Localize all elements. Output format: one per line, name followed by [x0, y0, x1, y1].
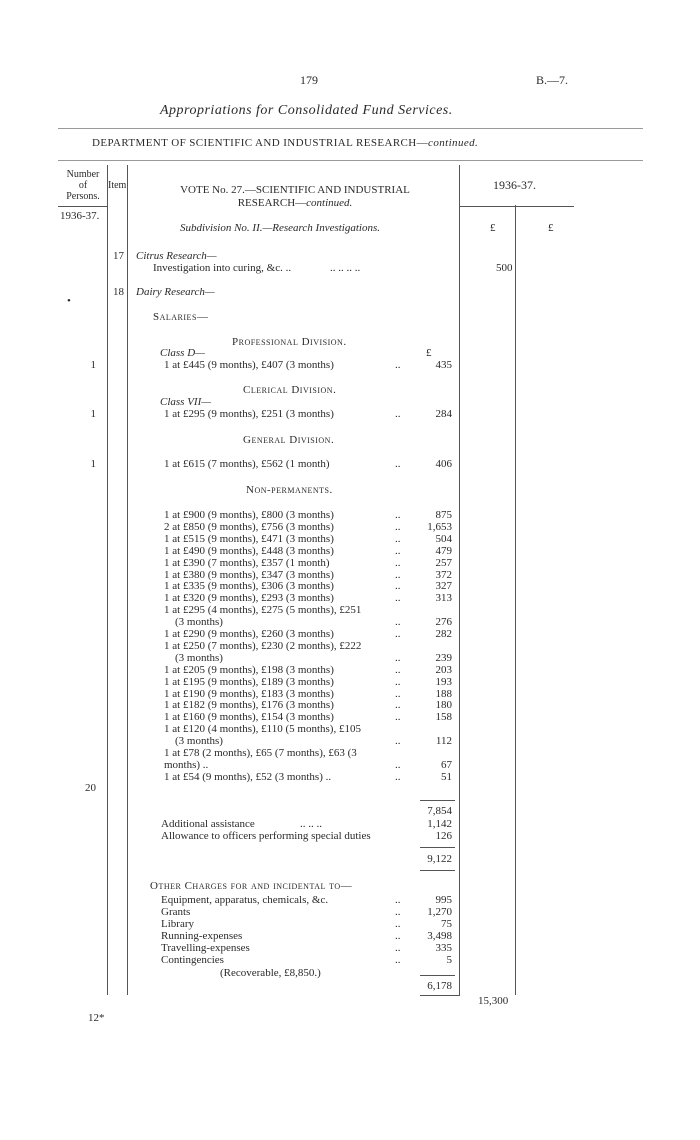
salary-amount: 327: [435, 580, 452, 593]
leader-dots: ..: [395, 544, 401, 557]
year-label: 1936-37.: [60, 210, 100, 222]
salary-line: 1 at £295 (4 months), £275 (5 months), £251: [164, 604, 362, 617]
pound-sign: £: [426, 347, 432, 359]
leader-dots: ..: [395, 532, 401, 545]
division-heading: Professional Division.: [232, 336, 347, 348]
item-title: Citrus Research—: [136, 250, 217, 262]
salary-amount: 372: [435, 568, 452, 581]
salary-amount: 282: [435, 628, 452, 640]
salary-amount: 875: [435, 509, 452, 521]
salary-amount: 1,653: [427, 520, 452, 533]
total-rule: [420, 975, 455, 976]
salary-amount: 112: [435, 735, 452, 748]
other-charges-total: 6,178: [427, 980, 452, 992]
charge-amount: 335: [435, 941, 452, 954]
salary-line: (3 months): [175, 651, 223, 664]
salary-line: 1 at £78 (2 months), £65 (7 months), £63 (3: [164, 747, 357, 759]
salary-amount: 51: [441, 770, 452, 783]
department-title: DEPARTMENT OF SCIENTIFIC AND INDUSTRIAL RESEARCH—continued.: [92, 137, 479, 149]
division-heading: General Division.: [243, 434, 335, 446]
salary-line: 1 at £250 (7 months), £230 (2 months), £222: [164, 639, 362, 652]
col-rule-year: [515, 205, 516, 995]
margin-mark: •: [67, 295, 71, 307]
salary-line: (3 months): [175, 616, 223, 629]
section-code: B.—7.: [536, 73, 569, 87]
salary-line: 1 at £160 (9 months), £154 (3 months): [164, 711, 334, 724]
salary-line: 1 at £490 (9 months), £448 (3 months): [164, 544, 334, 557]
footer-signature: 12*: [88, 1012, 105, 1024]
header-rule-2: [58, 160, 643, 161]
division-heading: Clerical Division.: [243, 384, 337, 396]
charge-amount: 995: [435, 894, 452, 906]
leader-dots: ..: [395, 770, 401, 783]
running-title: Appropriations for Consolidated Fund Services.: [160, 103, 453, 118]
salary-amount: 257: [435, 556, 452, 569]
charge-line: Grants: [161, 905, 191, 918]
charge-line: Library: [161, 917, 194, 930]
salary-amount: 193: [435, 675, 452, 688]
leader-dots: ..: [395, 894, 401, 906]
salary-amount: 180: [435, 699, 452, 712]
class-label: Class D—: [160, 347, 205, 359]
subdivision-title: Subdivision No. II.—Research Investigations.: [180, 222, 381, 234]
salary-line: 1 at £182 (9 months), £176 (3 months): [164, 699, 334, 712]
item-header: Item: [108, 180, 127, 191]
salary-line: 2 at £850 (9 months), £756 (3 months): [164, 520, 334, 533]
grand-total: 15,300: [478, 995, 509, 1007]
item-title: Dairy Research—: [136, 286, 215, 298]
charge-amount: 3,498: [427, 929, 452, 942]
charge-line: Equipment, apparatus, chemicals, &c.: [161, 894, 329, 906]
salary-line: 1 at £390 (7 months), £357 (1 month): [164, 556, 330, 569]
leader-dots: ..: [395, 556, 401, 569]
division-heading: Non-permanents.: [246, 484, 333, 496]
charge-line: Travelling-expenses: [161, 941, 250, 954]
leader-dots: ..: [395, 359, 401, 371]
persons-count: 1: [90, 458, 96, 470]
salary-amount: 313: [435, 592, 452, 605]
salaries-total: 9,122: [427, 853, 452, 865]
persons-header: Number of Persons.: [66, 169, 100, 202]
leader-dots: ..: [395, 675, 401, 688]
salary-line: 1 at £54 (9 months), £52 (3 months) ..: [164, 770, 332, 783]
leader-dots: ..: [395, 408, 401, 420]
salary-line: months) ..: [164, 758, 209, 771]
salary-line: 1 at £120 (4 months), £110 (5 months), £105: [164, 723, 361, 736]
leader-dots: ..: [395, 917, 401, 930]
salary-amount: 435: [435, 359, 452, 371]
pound-sign: £: [548, 222, 554, 234]
persons-count: 20: [85, 782, 96, 794]
subtotal-rule: [420, 800, 455, 801]
salary-line: 1 at £190 (9 months), £183 (3 months): [164, 687, 334, 700]
leader-dots: ..: [395, 663, 401, 676]
salary-line: 1 at £295 (9 months), £251 (3 months): [164, 408, 334, 420]
charge-amount: 1,270: [427, 905, 452, 918]
salary-line: 1 at £900 (9 months), £800 (3 months): [164, 509, 334, 521]
allowance-amount: 126: [435, 830, 452, 842]
salary-line: 1 at £290 (9 months), £260 (3 months): [164, 628, 334, 640]
leader-dots: ..: [395, 520, 401, 533]
salary-line: 1 at £445 (9 months), £407 (3 months): [164, 359, 334, 371]
leader-dots: ..: [395, 628, 401, 640]
charge-amount: 5: [446, 953, 452, 966]
leader-dots: .. .. .. ..: [330, 262, 361, 274]
salary-line: 1 at £320 (9 months), £293 (3 months): [164, 592, 334, 605]
salary-amount: 203: [435, 663, 452, 676]
leader-dots: ..: [395, 905, 401, 918]
leader-dots: ..: [395, 941, 401, 954]
leader-dots: ..: [395, 929, 401, 942]
salary-amount: 239: [435, 651, 452, 664]
leader-dots: ..: [395, 580, 401, 593]
additional-amount: 1,142: [427, 818, 452, 830]
header-rule: [58, 128, 643, 129]
vote-title: VOTE No. 27.—SCIENTIFIC AND INDUSTRIAL RESEARCH—continued.: [180, 184, 410, 209]
salary-line: 1 at £515 (9 months), £471 (3 months): [164, 532, 334, 545]
leader-dots: ..: [395, 711, 401, 724]
year-header: 1936-37.: [493, 178, 536, 192]
subtotal-amount: 7,854: [427, 805, 452, 817]
other-charges-heading: Other Charges for and incidental to—: [150, 880, 353, 892]
salary-amount: 67: [441, 758, 452, 771]
page-number: 179: [300, 73, 318, 87]
total-rule: [420, 995, 460, 996]
head-rule-left: [58, 206, 108, 207]
salary-line: 1 at £615 (7 months), £562 (1 month): [164, 458, 330, 470]
charge-line: Contingencies: [161, 953, 224, 966]
recoverable-note: (Recoverable, £8,850.): [220, 967, 321, 979]
leader-dots: ..: [395, 616, 401, 629]
charge-line: Running-expenses: [161, 929, 243, 942]
charge-amount: 75: [441, 917, 452, 930]
leader-dots: ..: [395, 651, 401, 664]
total-rule: [420, 870, 455, 871]
salary-line: 1 at £380 (9 months), £347 (3 months): [164, 568, 334, 581]
leader-dots: .. .. ..: [300, 818, 322, 830]
allowance-text: Allowance to officers performing special duties: [161, 830, 371, 842]
head-rule-right: [459, 206, 574, 207]
leader-dots: ..: [395, 687, 401, 700]
leader-dots: ..: [395, 509, 401, 521]
additional-text: Additional assistance: [161, 818, 255, 830]
salary-amount: 284: [435, 408, 452, 420]
col-rule-persons: [107, 165, 108, 995]
salary-line: 1 at £335 (9 months), £306 (3 months): [164, 580, 334, 593]
leader-dots: ..: [395, 758, 401, 771]
salary-line: (3 months): [175, 735, 223, 748]
leader-dots: ..: [395, 699, 401, 712]
item-line: Investigation into curing, &c. ..: [153, 262, 292, 274]
salary-line: 1 at £205 (9 months), £198 (3 months): [164, 663, 334, 676]
class-label: Class VII—: [160, 396, 212, 408]
salary-amount: 276: [435, 616, 452, 629]
leader-dots: ..: [395, 953, 401, 966]
total-rule: [420, 847, 455, 848]
pound-sign: £: [490, 222, 496, 234]
leader-dots: ..: [395, 592, 401, 605]
item-number: 17: [113, 250, 124, 262]
leader-dots: ..: [395, 568, 401, 581]
item-number: 18: [113, 286, 124, 298]
leader-dots: ..: [395, 735, 401, 748]
salary-amount: 406: [435, 458, 452, 470]
salary-amount: 479: [435, 544, 452, 557]
salary-amount: 188: [435, 687, 452, 700]
salary-line: 1 at £195 (9 months), £189 (3 months): [164, 675, 334, 688]
col-rule-desc: [459, 165, 460, 995]
persons-count: 1: [90, 359, 96, 371]
leader-dots: ..: [395, 458, 401, 470]
item-amount: 500: [496, 262, 513, 274]
salary-amount: 158: [435, 711, 452, 724]
persons-count: 1: [90, 408, 96, 420]
salaries-heading: Salaries—: [153, 311, 209, 323]
col-rule-item: [127, 165, 128, 995]
salary-amount: 504: [435, 532, 452, 545]
